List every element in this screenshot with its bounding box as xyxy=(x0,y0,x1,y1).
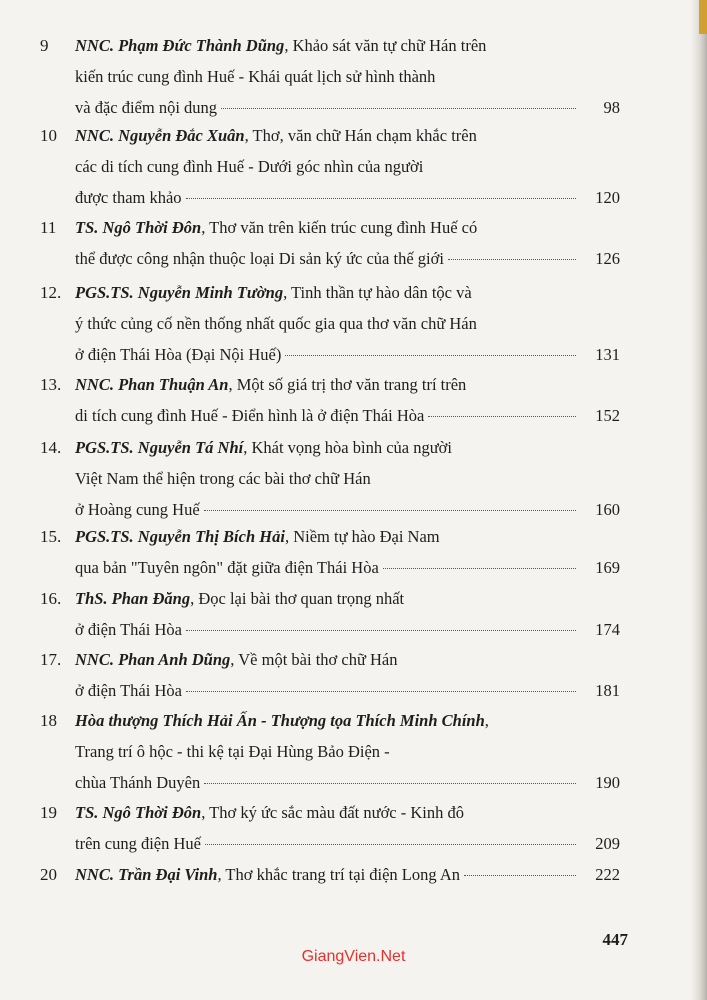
entry-number: 9 xyxy=(40,36,49,55)
entry-page: 174 xyxy=(595,620,620,639)
entry-number: 14. xyxy=(40,438,62,457)
entry-page: 131 xyxy=(595,345,620,364)
entry-line xyxy=(75,31,620,61)
entry-title-text: , Khảo sát văn tự chữ Hán trên xyxy=(284,36,487,55)
entry-line xyxy=(75,615,620,645)
entry-title-text: , Thơ ký ức sắc màu đất nước - Kinh đô xyxy=(201,803,464,822)
entry-number: 19 xyxy=(40,803,57,822)
dot-leader xyxy=(448,258,576,260)
entry-line xyxy=(75,706,620,736)
entry-title-text: , Về một bài thơ chữ Hán xyxy=(230,650,398,669)
entry-number: 13. xyxy=(40,375,62,394)
entry-title-text: ý thức củng cố nền thống nhất quốc gia qua thơ văn chữ Hán xyxy=(75,314,477,333)
entry-author: PGS.TS. Nguyễn Tá Nhí xyxy=(75,438,244,457)
dot-leader xyxy=(205,843,576,845)
entry-line xyxy=(75,737,620,767)
entry-line xyxy=(75,645,620,675)
entry-page: 120 xyxy=(595,188,620,207)
dot-leader xyxy=(204,509,576,511)
entry-line xyxy=(75,584,620,614)
entry-page: 222 xyxy=(595,865,620,884)
dot-leader xyxy=(383,567,576,569)
watermark: GiangVien.Net xyxy=(301,948,406,965)
entry-title-text: , Niềm tự hào Đại Nam xyxy=(284,527,440,546)
entry-number: 10 xyxy=(40,126,57,145)
entry-title-text: Việt Nam thể hiện trong các bài thơ chữ Hán xyxy=(75,469,371,488)
entry-author: NNC. Trần Đại Vinh xyxy=(75,865,218,884)
entry-line xyxy=(75,62,620,92)
entry-number: 15. xyxy=(40,527,62,546)
entry-line xyxy=(75,401,620,431)
entry-author: PGS.TS. Nguyễn Thị Bích Hải xyxy=(75,527,285,546)
entry-author: Hòa thượng Thích Hải Ấn - Thượng tọa Thích Minh Chính xyxy=(75,711,485,730)
entry-title-text: và đặc điểm nội dung xyxy=(75,98,218,117)
entry-page: 126 xyxy=(595,249,620,268)
entry-title-text: , Tinh thần tự hào dân tộc và xyxy=(283,283,472,302)
entry-title-text: , Thơ, văn chữ Hán chạm khắc trên xyxy=(244,126,477,145)
entry-title-text: trên cung điện Huế xyxy=(75,834,201,853)
entry-title-text: được tham khảo xyxy=(75,188,182,207)
entry-line xyxy=(75,860,620,890)
entry-author: TS. Ngô Thời Đôn xyxy=(75,803,202,822)
entry-page: 152 xyxy=(595,406,620,425)
entry-line xyxy=(75,183,620,213)
entry-line xyxy=(75,768,620,798)
dot-leader xyxy=(464,874,576,876)
entry-line xyxy=(75,370,620,400)
entry-page: 98 xyxy=(603,98,620,117)
entry-title-text: thể được công nhận thuộc loại Di sản ký ức của thế giới xyxy=(75,249,444,268)
dot-leader xyxy=(428,415,576,417)
entry-author: NNC. Nguyễn Đắc Xuân xyxy=(75,126,245,145)
entry-title-text: , Một số giá trị thơ văn trang trí trên xyxy=(228,375,467,394)
entry-line xyxy=(75,93,620,123)
entry-page: 190 xyxy=(595,773,620,792)
entry-title-text: chùa Thánh Duyên xyxy=(75,773,201,792)
entry-title-text: kiến trúc cung đình Huế - Khái quát lịch sử hình thành xyxy=(75,67,436,86)
entry-author: NNC. Phan Thuận An xyxy=(75,375,229,394)
entry-title-text: di tích cung đình Huế - Điển hình là ở điện Thái Hòa xyxy=(75,406,425,425)
entry-line xyxy=(75,553,620,583)
entry-author: ThS. Phan Đăng xyxy=(75,589,191,608)
entry-page: 209 xyxy=(595,834,620,853)
entry-title-text: ở điện Thái Hòa (Đại Nội Huế) xyxy=(75,345,282,364)
entry-line xyxy=(75,152,620,182)
entry-line xyxy=(75,278,620,308)
dot-leader xyxy=(285,354,576,356)
dot-leader xyxy=(186,690,576,692)
entry-title-text: ở Hoàng cung Huế xyxy=(75,500,200,519)
entry-title-text: Trang trí ô hộc - thi kệ tại Đại Hùng Bảo Điện - xyxy=(75,742,390,761)
entry-line xyxy=(75,121,620,151)
entry-line xyxy=(75,829,620,859)
entry-line xyxy=(75,522,620,552)
entry-number: 18 xyxy=(40,711,57,730)
dot-leader xyxy=(221,107,576,109)
entry-number: 20 xyxy=(40,865,57,884)
page-edge-shadow xyxy=(691,0,707,1000)
entry-line xyxy=(75,213,620,243)
entry-line xyxy=(75,464,620,494)
entry-author: TS. Ngô Thời Đôn xyxy=(75,218,202,237)
dot-leader xyxy=(204,782,576,784)
entry-page: 160 xyxy=(595,500,620,519)
entry-number: 16. xyxy=(40,589,62,608)
entry-author: NNC. Phan Anh Dũng xyxy=(75,650,231,669)
entry-title-text: các di tích cung đình Huế - Dưới góc nhìn của người xyxy=(75,157,424,176)
dot-leader xyxy=(186,629,576,631)
entry-number: 11 xyxy=(40,218,57,237)
entry-title-text: ở điện Thái Hòa xyxy=(75,681,182,700)
entry-author: NNC. Phạm Đức Thành Dũng xyxy=(75,36,285,55)
entry-page: 169 xyxy=(595,558,620,577)
entry-title-text: , Khát vọng hòa bình của người xyxy=(243,438,452,457)
entry-title-text: ở điện Thái Hòa xyxy=(75,620,182,639)
entry-number: 12. xyxy=(40,283,62,302)
entry-title-text: , Đọc lại bài thơ quan trọng nhất xyxy=(190,589,405,608)
entry-title-text: , Thơ văn trên kiến trúc cung đình Huế có xyxy=(201,218,478,237)
entry-title-text: , xyxy=(484,711,489,730)
entry-title-text: qua bản "Tuyên ngôn" đặt giữa điện Thái Hòa xyxy=(75,558,379,577)
page-number: 447 xyxy=(602,930,628,949)
dot-leader xyxy=(186,197,576,199)
entry-line xyxy=(75,676,620,706)
entry-page: 181 xyxy=(595,681,620,700)
entry-title-text: , Thơ khắc trang trí tại điện Long An xyxy=(217,865,461,884)
entry-line xyxy=(75,798,620,828)
entry-line xyxy=(75,244,620,274)
entry-line xyxy=(75,495,620,525)
entry-line xyxy=(75,340,620,370)
entry-author: PGS.TS. Nguyễn Minh Tường xyxy=(75,283,284,302)
corner-mark xyxy=(699,0,707,34)
entry-line xyxy=(75,433,620,463)
entry-number: 17. xyxy=(40,650,62,669)
entry-line xyxy=(75,309,620,339)
